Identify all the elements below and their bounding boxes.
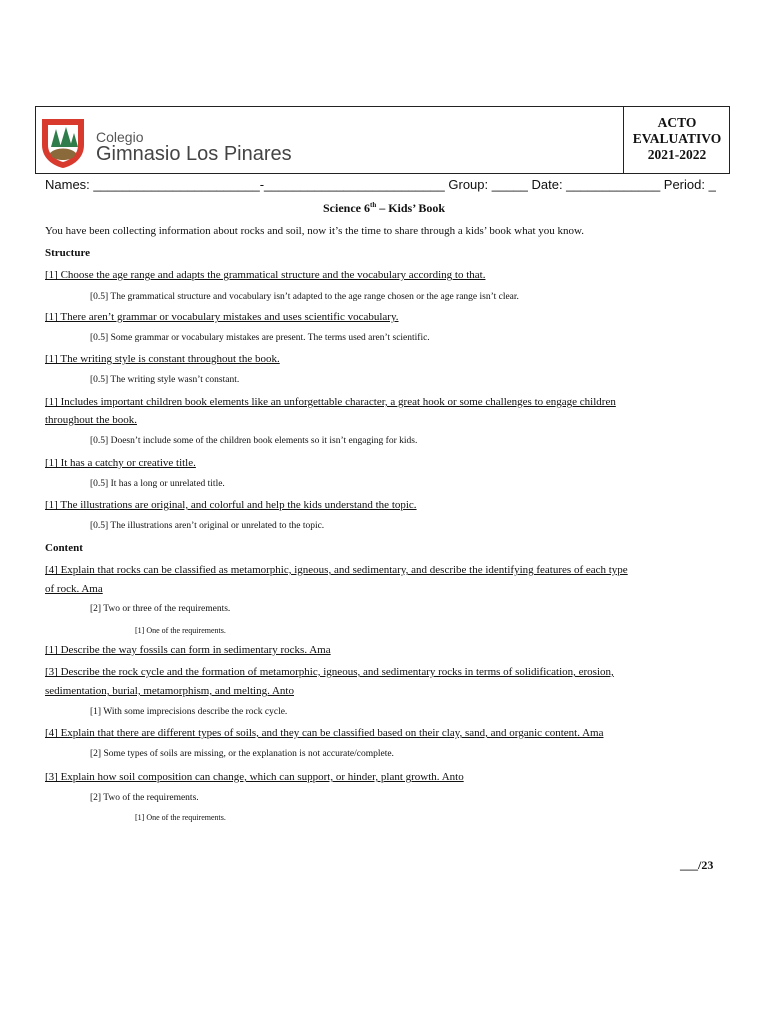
page-title bbox=[0, 201, 768, 216]
structure-criterion-3-partial: [0.5] The writing style wasn’t constant. bbox=[90, 375, 240, 385]
content-criterion-2: [1] Describe the way fossils can form in sedimentary rocks. Ama bbox=[45, 644, 331, 656]
content-criterion-5-partial: [2] Two of the requirements. bbox=[90, 793, 199, 803]
structure-criterion-5: [1] It has a catchy or creative title. bbox=[45, 457, 196, 469]
acto-line-1: ACTO bbox=[657, 115, 697, 130]
structure-criterion-4-line2: throughout the book. bbox=[45, 414, 137, 426]
title-main: Science 6 bbox=[322, 201, 370, 215]
acto-line-2: EVALUATIVO bbox=[632, 131, 722, 146]
total-score: ___/23 bbox=[680, 858, 714, 872]
structure-criterion-2: [1] There aren’t grammar or vocabulary mistakes and uses scientific vocabulary. bbox=[45, 311, 399, 323]
school-logo bbox=[40, 117, 290, 173]
content-criterion-5: [3] Explain how soil composition can change, which can support, or hinder, plant growth. Anto bbox=[45, 771, 464, 783]
header-box bbox=[35, 106, 730, 174]
content-criterion-3-line2: sedimentation, burial, metamorphism, and melting. Anto bbox=[45, 685, 294, 697]
shield-icon bbox=[40, 117, 86, 169]
acto-evaluativo-label bbox=[624, 115, 730, 163]
intro-text: You have been collecting information about rocks and soil, now it’s the time to share through a kids’ book what you know. bbox=[45, 225, 585, 237]
content-criterion-3-line1: [3] Describe the rock cycle and the formation of metamorphic, igneous, and sedimentary rocks in terms of solidification, erosion, bbox=[45, 666, 614, 678]
content-criterion-1-line2: of rock. Ama bbox=[45, 583, 103, 595]
content-criterion-3-partial: [1] With some imprecisions describe the rock cycle. bbox=[90, 707, 288, 717]
structure-criterion-6-partial: [0.5] The illustrations aren’t original or unrelated to the topic. bbox=[90, 521, 325, 531]
structure-heading: Structure bbox=[45, 247, 91, 259]
structure-criterion-6: [1] The illustrations are original, and colorful and help the kids understand the topic. bbox=[45, 499, 417, 511]
content-criterion-1-line1: [4] Explain that rocks can be classified as metamorphic, igneous, and sedimentary, and describe the identifying features of each type bbox=[45, 564, 628, 576]
structure-criterion-2-partial: [0.5] Some grammar or vocabulary mistakes are present. The terms used aren’t scientific. bbox=[90, 333, 430, 343]
structure-criterion-4-line1: [1] Includes important children book elements like an unforgettable character, a great hook or some challenges to engage children bbox=[45, 396, 616, 408]
structure-criterion-1: [1] Choose the age range and adapts the grammatical structure and the vocabulary according to that. bbox=[45, 269, 486, 281]
structure-criterion-3: [1] The writing style is constant throughout the book. bbox=[45, 353, 280, 365]
title-rest: – Kids’ Book bbox=[376, 201, 446, 215]
content-heading: Content bbox=[45, 542, 83, 554]
school-sub-label: Colegio bbox=[96, 129, 144, 145]
structure-criterion-4-partial: [0.5] Doesn’t include some of the children book elements so it isn’t engaging for kids. bbox=[90, 436, 418, 446]
structure-criterion-1-partial: [0.5] The grammatical structure and vocabulary isn’t adapted to the age range chosen or the age range isn’t clear. bbox=[90, 292, 519, 302]
student-info-line: Names: _______________________-_________________________ Group: _____ Date: _____________ Period: _ bbox=[45, 177, 716, 192]
title-superscript: th bbox=[369, 201, 377, 209]
content-criterion-4: [4] Explain that there are different types of soils, and they can be classified based on their clay, sand, and organic content. Ama bbox=[45, 727, 604, 739]
content-criterion-1-partial: [2] Two or three of the requirements. bbox=[90, 604, 231, 614]
acto-line-3: 2021-2022 bbox=[647, 147, 707, 162]
content-criterion-4-partial: [2] Some types of soils are missing, or the explanation is not accurate/complete. bbox=[90, 749, 394, 759]
content-criterion-5-minimal: [1] One of the requirements. bbox=[135, 813, 226, 822]
content-criterion-1-minimal: [1] One of the requirements. bbox=[135, 626, 226, 635]
school-name: Gimnasio Los Pinares bbox=[96, 143, 292, 165]
structure-criterion-5-partial: [0.5] It has a long or unrelated title. bbox=[90, 479, 225, 489]
